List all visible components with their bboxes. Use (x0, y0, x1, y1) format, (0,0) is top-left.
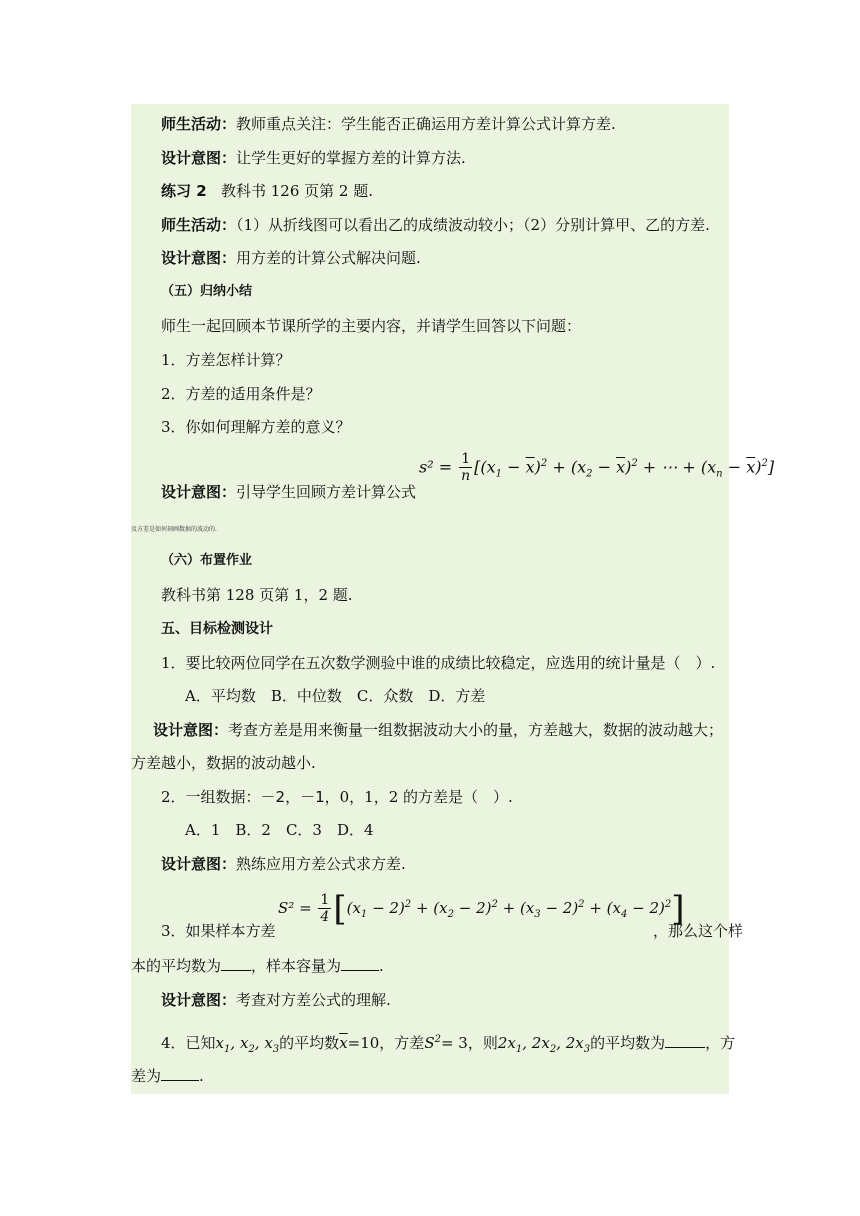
variance-formula: s² = $\frac{1}{n}$ [$(x_1 - \overline{x})^2 + (x_2 - \overline{x})^2$ + ⋯ + $(x_n - \overline{x})^2$] (419, 451, 775, 484)
answer-options: A．平均数 B．中位数 C．众数 D．方差 (185, 687, 486, 705)
section-heading: （五）归纳小结 (161, 284, 253, 299)
text-line: 设计意图：熟练应用方差公式求方差. (161, 855, 406, 873)
section-heading: （六）布置作业 (161, 553, 253, 568)
text-line: 师生活动：（1）从折线图可以看出乙的成绩波动较小；（2）分别计算甲、乙的方差. (161, 216, 710, 234)
answer-options: A．1 B．2 C．3 D．4 (185, 821, 374, 839)
sample-variance-formula: S² = $\frac{1}{4}$ $[(x_1 - 2)^2 + (x_2 - 2)^2 + (x_3 - 2)^2 + (x_4 - 2)^2]$ (278, 889, 685, 929)
text-line: 差为 . (131, 1067, 204, 1085)
list-item: 2．方差的适用条件是？ (161, 385, 321, 403)
question-continued: ，那么这个样 (653, 922, 744, 940)
text-line: 师生一起回顾本节课所学的主要内容，并请学生回答以下问题： (161, 317, 582, 335)
list-item: 1．方差怎样计算？ (161, 351, 291, 369)
list-item: 3．你如何理解方差的意义？ (161, 418, 351, 436)
content-panel (131, 104, 775, 1094)
blank (161, 1066, 199, 1081)
text-line: 设计意图：考查对方差公式的理解. (161, 991, 391, 1009)
small-note: 及方差是如何刻画数据的波动的. (131, 526, 217, 533)
text-line: 设计意图：引导学生回顾方差计算公式 (161, 483, 417, 501)
text-line: 设计意图：考查方差是用来衡量一组数据波动大小的量，方差越大，数据的波动越大； (153, 721, 724, 739)
text-line: 设计意图：用方差的计算公式解决问题. (161, 249, 421, 267)
question: 3．如果样本方差 (161, 922, 276, 940)
text-line: 师生活动：教师重点关注：学生能否正确运用方差计算公式计算方差. (161, 115, 616, 133)
text-line: 教科书第 128 页第 1，2 题. (161, 586, 353, 604)
text-line: 设计意图：让学生更好的掌握方差的计算方法. (161, 149, 466, 167)
section-heading: 五、目标检测设计 (161, 621, 273, 637)
question: 2．一组数据：－2，－1，0，1，2 的方差是（ ）. (161, 788, 513, 806)
text-line: 练习 2 教科书 126 页第 2 题. (161, 182, 373, 200)
blank (221, 956, 251, 971)
blank (341, 956, 379, 971)
text-line: 方差越小，数据的波动越小. (131, 754, 316, 772)
blank (665, 1033, 705, 1048)
text-line: 本的平均数为 ，样本容量为 . (131, 957, 384, 975)
question: 4．已知$x_1$, $x_2$, $x_3$的平均数$\overline{x}=10$，方差$S^2= 3$，则$2x_1$, $2x_2$, $2x_3$的平均数为 ，方 (161, 1034, 736, 1055)
question: 1．要比较两位同学在五次数学测验中谁的成绩比较稳定，应选用的统计量是（ ）. (161, 654, 716, 672)
